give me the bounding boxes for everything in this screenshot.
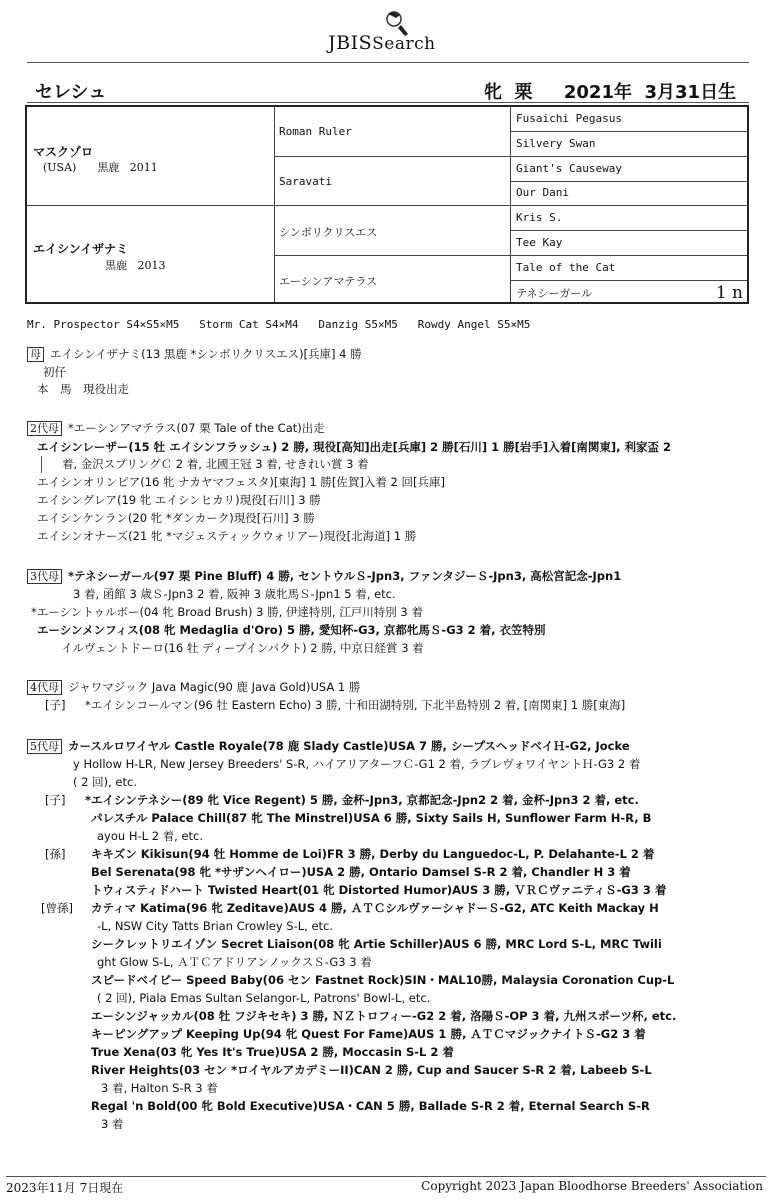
- gen2-dam-dam[interactable]: エーシンアマテラス: [279, 275, 378, 288]
- gen5-line: y Hollow H-LR, New Jersey Breeders' S-R, ハイアリアターフＣ-G1 2 着, ラブレヴォワイヤントＨ-G3 2 着: [73, 757, 641, 771]
- gen4-line: [子]: [45, 698, 66, 712]
- section-tag: 母: [27, 347, 44, 362]
- gen2-line: エイシングレア(19 牝 エイシンヒカリ)現役[石川] 3 勝: [37, 493, 321, 507]
- footer-divider: [6, 1176, 766, 1177]
- gen5-line: キキズン Kikisun(94 牡 Homme de Loi)FR 3 勝, Derby du Languedoc-L, P. Delahante-L 2 着: [91, 847, 655, 861]
- gen5-line: Bel Serenata(98 牝 *サザンヘイロー)USA 2 勝, Ontario Damsel S-R 2 着, Chandler H 3 着: [91, 865, 631, 879]
- dam-line: 本 馬 現役出走: [37, 382, 129, 396]
- gen3-line: *テネシーガール(97 栗 Pine Bluff) 4 勝, セントウルＳ-Jpn3, ファンタジーＳ-Jpn3, 高松宮記念-Jpn1: [68, 569, 622, 583]
- dam-line: 初仔: [43, 365, 66, 379]
- gen5-line: ( 2 回), Piala Emas Sultan Selangor-L, Patrons' Bowl-L, etc.: [97, 991, 431, 1005]
- horse-name: セレシュ: [35, 82, 107, 103]
- dam-line: エイシンイザナミ(13 黒鹿 *シンボリクリスエス)[兵庫] 4 勝: [50, 347, 362, 361]
- gen2-line: エイシンレーザー(15 牡 エイシンフラッシュ) 2 勝, 現役[高知]出走[兵庫] 2 勝[石川] 1 勝[岩手]入着[南関東], 利家盃 2: [37, 440, 672, 454]
- gen5-line: カースルロワイヤル Castle Royale(78 鹿 Slady Castle)USA 7 勝, シープスヘッドベイＨ-G2, Jocke: [68, 739, 630, 753]
- gen3-line: 3 着, 函館 3 歳Ｓ-Jpn3 2 着, 阪神 3 歳牝馬Ｓ-Jpn1 5 着, etc.: [73, 587, 396, 601]
- dam-info: 黒鹿 2013: [105, 259, 166, 272]
- gen5-line: -L, NSW City Tatts Brian Crowley S-L, etc.: [97, 919, 334, 933]
- gen3-ancestor[interactable]: Giant's Causeway: [516, 162, 622, 175]
- section-tag: 3代母: [27, 569, 62, 584]
- gen2-dam-sire[interactable]: シンボリクリスエス: [279, 226, 378, 239]
- sire-name[interactable]: マスクゾロ: [33, 145, 94, 159]
- pedigree-row-divider: [274, 156, 747, 157]
- gen3-ancestor[interactable]: Silvery Swan: [516, 137, 596, 150]
- gen4-line: *エイシンコールマン(96 牡 Eastern Echo) 3 勝, 十和田湖特別, 下北半島特別 2 着, [南関東] 1 勝[東海]: [85, 698, 626, 712]
- dam-name[interactable]: エイシンイザナミ: [33, 242, 129, 256]
- pedigree-row-divider: [510, 280, 747, 281]
- gen5-line: True Xena(03 牝 Yes It's True)USA 2 勝, Moccasin S-L 2 着: [91, 1045, 454, 1059]
- pedigree-row-divider: [274, 255, 747, 256]
- horse-meta: 牝 栗 2021年 3月31日生: [484, 82, 737, 103]
- gen3-ancestor[interactable]: Kris S.: [516, 211, 563, 224]
- pedigree-row-divider: [510, 131, 747, 132]
- gen5-line: キーピングアップ Keeping Up(94 牝 Quest For Fame)AUS 1 勝, ＡＴＣマジックナイトＳ-G2 3 着: [91, 1027, 646, 1041]
- gen2-line: エイシンオリンピア(16 牝 ナカヤマフェスタ)[東海] 1 勝[佐賀]入着 2 回[兵庫]: [37, 475, 445, 489]
- gen5-line: [孫]: [45, 847, 66, 861]
- gen3-ancestor[interactable]: テネシーガール: [516, 287, 593, 300]
- family-code: 1 n: [715, 283, 743, 303]
- inbreeding-line: Mr. Prospector S4×S5×M5 Storm Cat S4×M4 Danzig S5×M5 Rowdy Angel S5×M5: [27, 318, 531, 331]
- footer-copyright: Copyright 2023 Japan Bloodhorse Breeders' Association: [421, 1179, 763, 1193]
- gen5-line: ayou H-L 2 着, etc.: [97, 829, 204, 843]
- gen2-sire-sire[interactable]: Roman Ruler: [279, 125, 352, 138]
- gen3-ancestor[interactable]: Fusaichi Pegasus: [516, 112, 622, 125]
- gen5-line: ( 2 回), etc.: [73, 775, 137, 789]
- gen2-line: エイシンケンラン(20 牝 *ダンカーク)現役[石川] 3 勝: [37, 511, 315, 525]
- gen3-ancestor[interactable]: Our Dani: [516, 186, 569, 199]
- gen5-line: パレスチル Palace Chill(87 牝 The Minstrel)USA 6 勝, Sixty Sails H, Sunflower Farm H-R, B: [91, 811, 652, 825]
- section-tag: 4代母: [27, 680, 62, 695]
- gen4-line: ジャワマジック Java Magic(90 鹿 Java Gold)USA 1 勝: [68, 680, 361, 694]
- gen2-sire-dam[interactable]: Saravati: [279, 175, 332, 188]
- gen5-line: エーシンジャッカル(08 牡 フジキセキ) 3 勝, ＮＺトロフィー-G2 2 着, 洛陽Ｓ-OP 3 着, 九州スポーツ杯, etc.: [91, 1009, 677, 1023]
- pedigree-table: [25, 105, 749, 304]
- gen3-line: エーシンメンフィス(08 牝 Medaglia d'Oro) 5 勝, 愛知杯-G3, 京都牝馬Ｓ-G3 2 着, 衣笠特別: [37, 623, 546, 637]
- gen5-line: スピードベイビー Speed Baby(06 セン Fastnet Rock)SIN・MAL10勝, Malaysia Coronation Cup-L: [91, 973, 675, 987]
- gen5-line: River Heights(03 セン *ロイヤルアカデミーII)CAN 2 勝, Cup and Saucer S-R 2 着, Labeeb S-L: [91, 1063, 652, 1077]
- gen3-ancestor[interactable]: Tale of the Cat: [516, 261, 616, 274]
- gen3-line: イルヴェントドーロ(16 牡 ディープインパクト) 2 勝, 中京日経賞 3 着: [61, 641, 424, 655]
- gen3-ancestor[interactable]: Tee Kay: [516, 236, 563, 249]
- gen2-line: エイシンオナーズ(21 牝 *マジェスティックウォリアー)現役[北海道] 1 勝: [37, 529, 417, 543]
- gen5-line: Regal 'n Bold(00 牝 Bold Executive)USA・CAN 5 勝, Ballade S-R 2 着, Eternal Search S-R: [91, 1099, 650, 1113]
- logo-sub: Search: [372, 34, 436, 54]
- gen3-line: *エーシントゥルボー(04 牝 Broad Brush) 3 勝, 伊達特別, 江戸川特別 3 着: [31, 605, 423, 619]
- gen2-line: *エーシンアマテラス(07 栗 Tale of the Cat)出走: [68, 421, 325, 435]
- gen5-line: カティマ Katima(96 牝 Zeditave)AUS 4 勝, ＡＴＣシルヴァーシャドーＳ-G2, ATC Keith Mackay H: [91, 901, 659, 915]
- gen5-line: [曾孫]: [41, 901, 73, 915]
- section-tag: 2代母: [27, 421, 62, 436]
- gen5-line: 3 着: [101, 1117, 124, 1131]
- pedigree-row-divider: [27, 205, 747, 206]
- footer-date: 2023年11月 7日現在: [6, 1181, 124, 1195]
- section-tag: 5代母: [27, 739, 62, 754]
- gen5-line: ght Glow S-L, ＡＴＣアドリアンノックスＳ-G3 3 着: [97, 955, 372, 969]
- jbis-logo[interactable]: [322, 8, 462, 56]
- gen5-line: *エイシンテネシー(89 牝 Vice Regent) 5 勝, 金杯-Jpn3, 京都記念-Jpn2 2 着, 金杯-Jpn3 2 着, etc.: [85, 793, 639, 807]
- gen5-line: 3 着, Halton S-R 3 着: [101, 1081, 218, 1095]
- pedigree-row-divider: [510, 230, 747, 231]
- logo-main: JBIS: [328, 32, 373, 54]
- gen5-line: シークレットリエイゾン Secret Liaison(08 牝 Artie Schiller)AUS 6 勝, MRC Lord S-L, MRC Twili: [91, 937, 662, 951]
- gen5-line: トウィスティドハート Twisted Heart(01 牝 Distorted Humor)AUS 3 勝, ＶＲＣヴァニティＳ-G3 3 着: [91, 883, 667, 897]
- divider: [27, 62, 749, 63]
- gen2-line: 着, 金沢スプリングＣ 2 着, 北國王冠 3 着, せきれい賞 3 着: [62, 457, 369, 471]
- sire-info: (USA) 黒鹿 2011: [43, 161, 158, 174]
- pedigree-row-divider: [510, 181, 747, 182]
- gen5-line: [子]: [45, 793, 66, 807]
